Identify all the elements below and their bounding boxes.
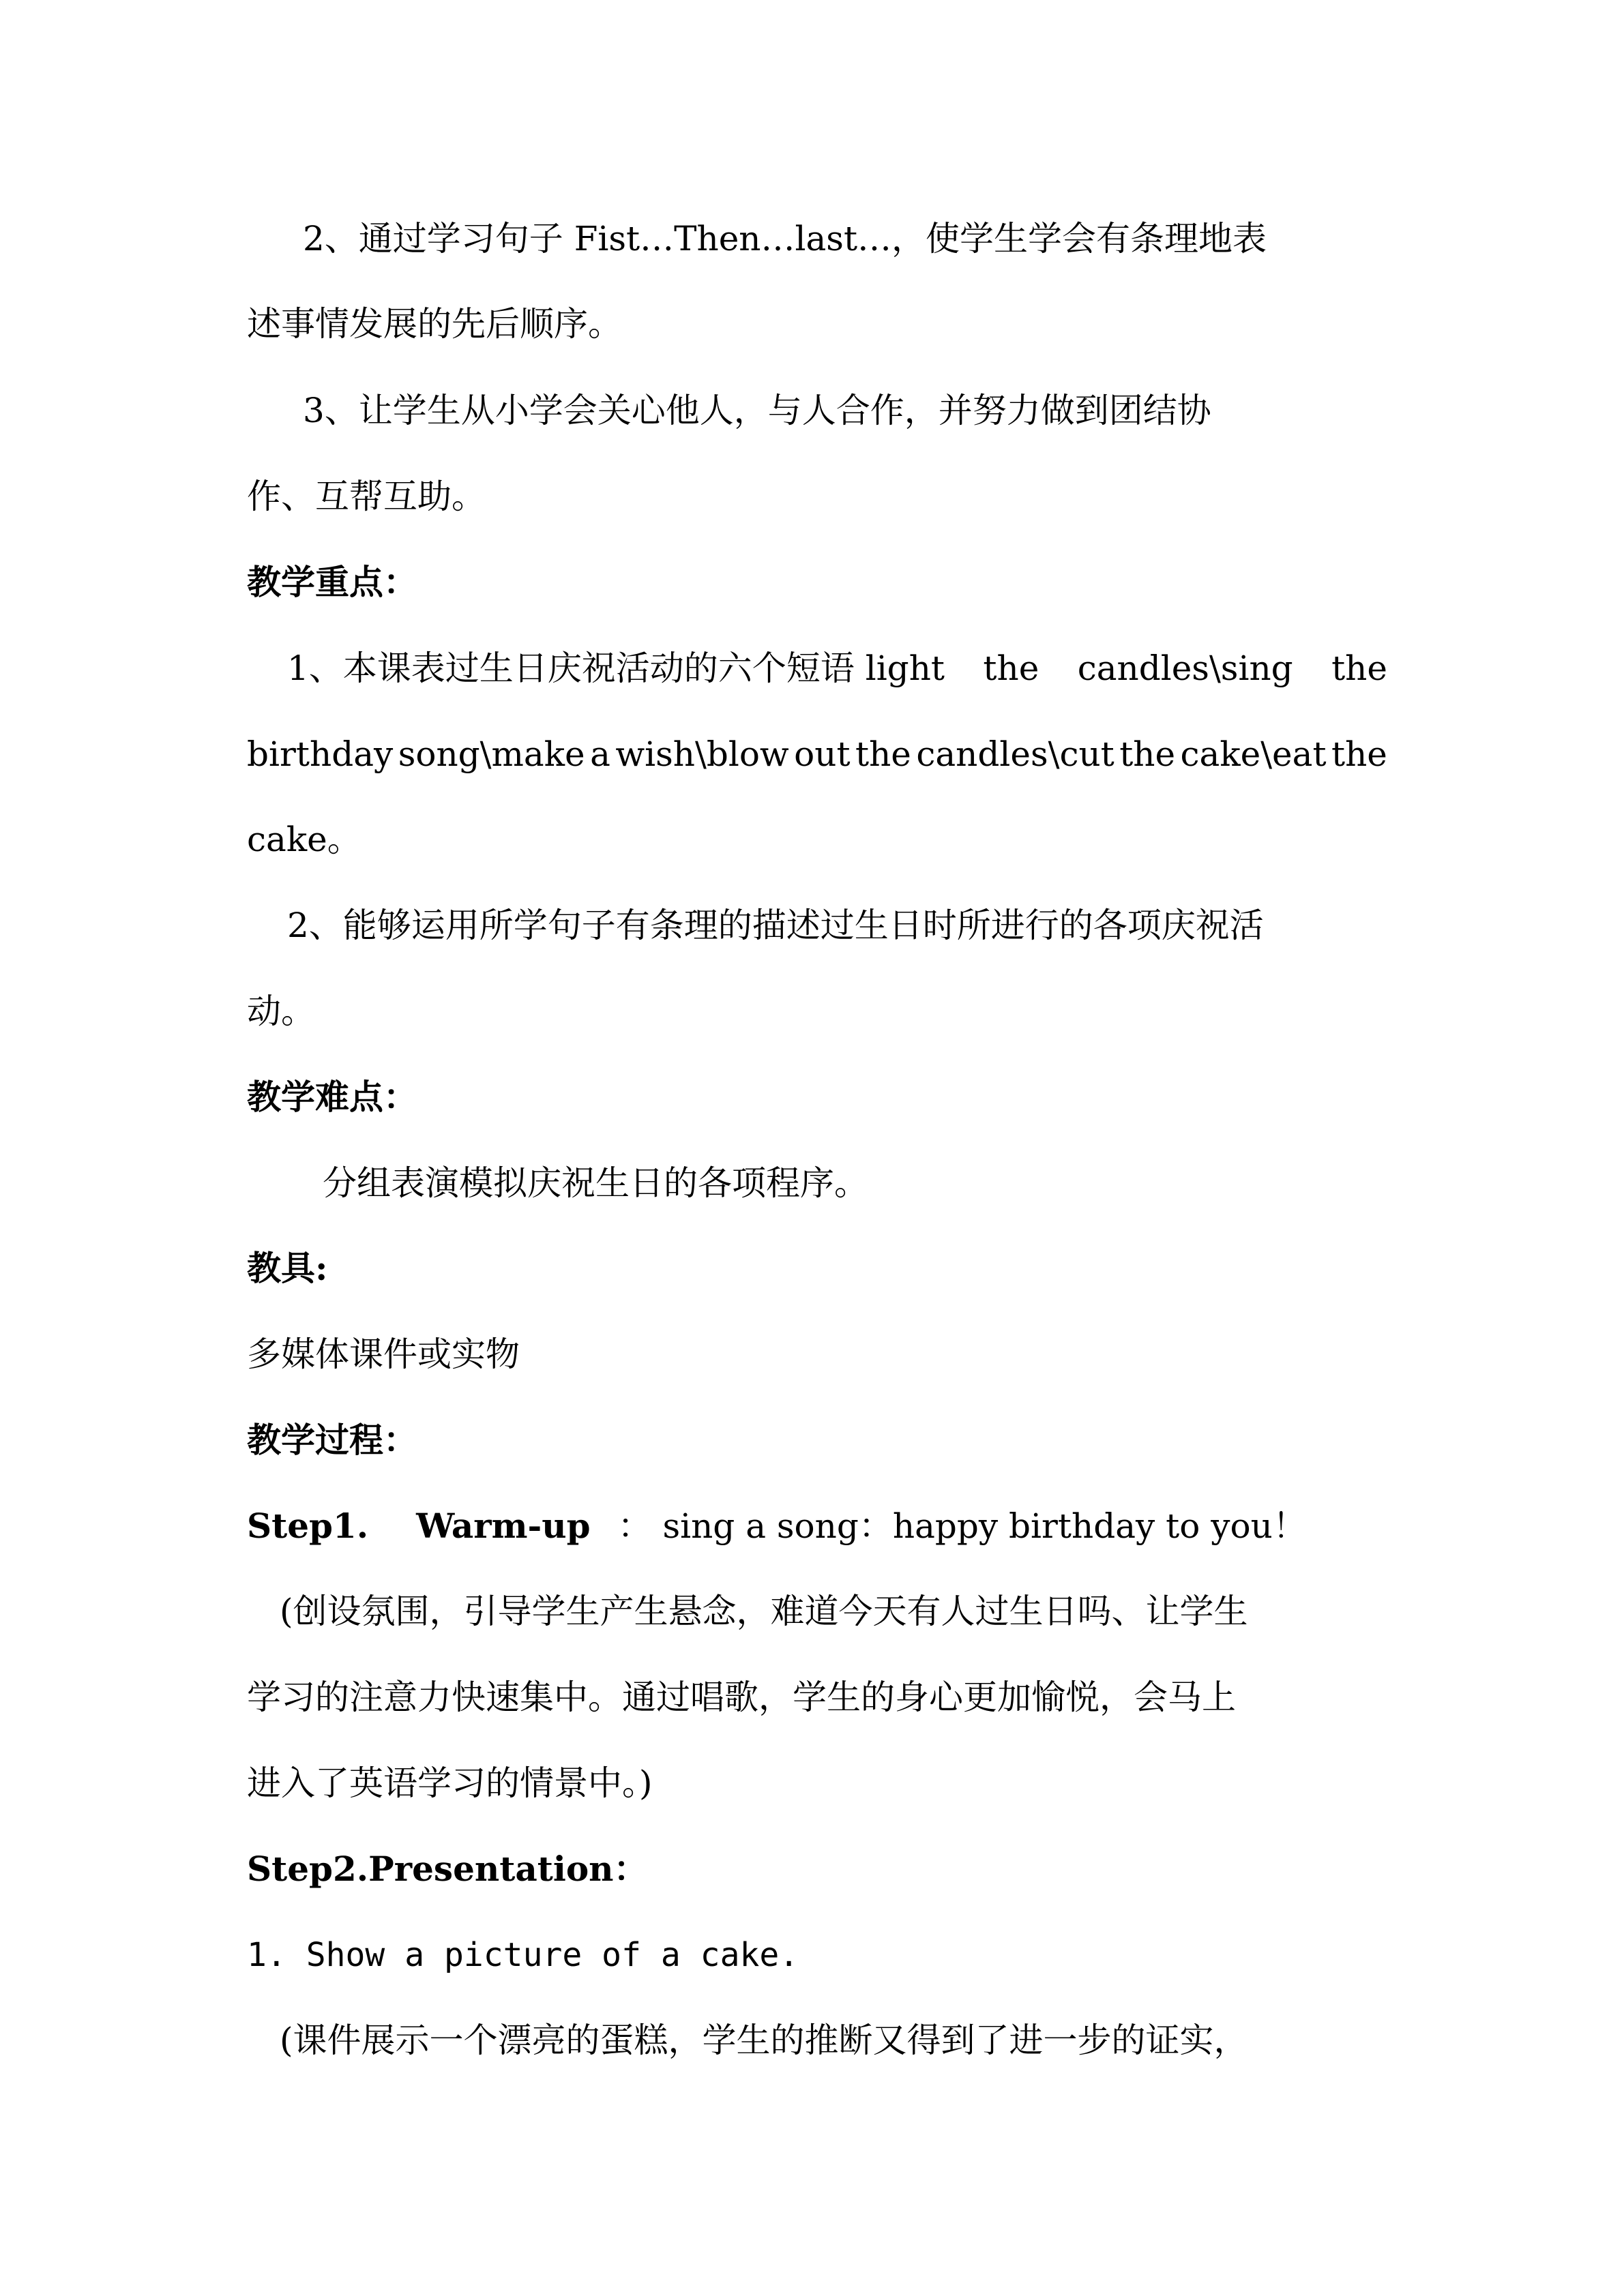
difficulties-text: 分组表演模拟庆祝生日的各项程序。	[323, 1163, 868, 1203]
difficulties-heading: 教学难点：	[247, 1077, 417, 1117]
step2-item-1: 1. Show a picture of a cake.	[247, 1936, 799, 1974]
key-point-1-word: 1、本课表过生日庆祝活动的六个短语 light	[287, 648, 945, 688]
step1-text: sing a song：happy birthday to you！	[662, 1506, 1307, 1546]
objective-3-line-1: 3、让学生从小学会关心他人，与人合作，并努力做到团结协	[303, 391, 1211, 430]
step1-title: Warm-up	[416, 1506, 591, 1546]
key-point-1-word: the	[983, 648, 1039, 688]
key-point-2-line-1: 2、能够运用所学句子有条理的描述过生日时所进行的各项庆祝活	[287, 906, 1264, 945]
objective-2-line-1: 2、通过学习句子 Fist…Then…last…，使学生学会有条理地表	[303, 219, 1267, 258]
key-points-heading: 教学重点：	[247, 562, 417, 602]
key-point-1-word: the	[855, 734, 911, 774]
key-point-1-word: birthday	[247, 734, 394, 774]
step1-note-line-1: (创设氛围，引导学生产生悬念，难道今天有人过生日吗、让学生	[280, 1592, 1248, 1631]
step2-heading: Step2.Presentation：	[247, 1849, 648, 1889]
objective-3-line-2: 作、互帮互助。	[247, 477, 486, 516]
process-heading: 教学过程：	[247, 1420, 417, 1460]
key-point-1-word: candles\cut	[916, 734, 1114, 774]
key-point-1-word: the	[1331, 734, 1387, 774]
key-point-1-word: the	[1331, 648, 1387, 688]
aids-heading: 教具:	[247, 1248, 328, 1288]
key-point-1-word: the	[1119, 734, 1176, 774]
key-point-1-word: song\make	[398, 734, 585, 774]
step2-note-line-1: (课件展示一个漂亮的蛋糕，学生的推断又得到了进一步的证实，	[280, 2021, 1248, 2060]
key-point-1-word: a	[590, 734, 610, 774]
key-point-1-line-1	[287, 647, 1387, 689]
step1-line	[247, 1505, 1307, 1547]
aids-text: 多媒体课件或实物	[247, 1335, 520, 1374]
key-point-1-word: cake\eat	[1180, 734, 1327, 774]
key-point-1-word: out	[794, 734, 851, 774]
key-point-1-word: candles\sing	[1077, 648, 1293, 688]
objective-2-line-2: 述事情发展的先后顺序。	[247, 304, 622, 344]
step1-note-line-2: 学习的注意力快速集中。通过唱歌，学生的身心更加愉悦，会马上	[247, 1678, 1236, 1717]
key-point-2-line-2: 动。	[247, 992, 315, 1031]
key-point-1-word: wish\blow	[615, 734, 789, 774]
key-point-1-line-2	[247, 733, 1387, 775]
step1-note-line-3: 进入了英语学习的情景中。)	[247, 1763, 653, 1803]
key-point-1-line-3: cake。	[247, 820, 361, 859]
step1-label: Step1.	[247, 1506, 369, 1546]
step1-colon: ：	[617, 1506, 652, 1546]
